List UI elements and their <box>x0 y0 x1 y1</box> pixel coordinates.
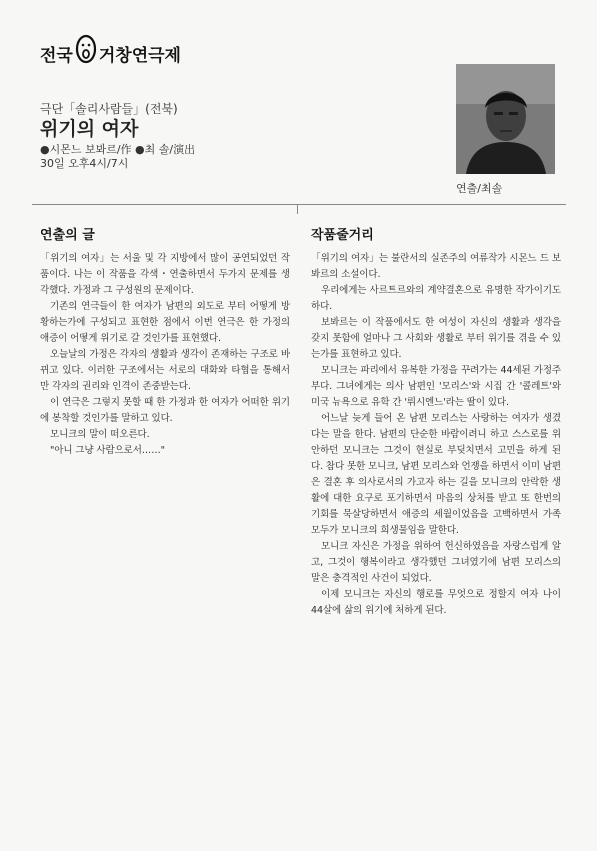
director-note-title: 연출의 글 <box>40 228 95 243</box>
synopsis-paragraph: 모니크 자신은 가정을 위하여 헌신하였음을 자랑스럽게 알고, 그것이 행복이라고 생각했던 그녀였기에 남편 모리스의 말은 충격적인 사건이 되었다. <box>311 541 561 584</box>
director-photo <box>456 64 555 174</box>
troupe-name: 극단「솔리사람들」(전북) <box>40 102 178 116</box>
director-note-paragraph: 기존의 연극들이 한 여자가 남편의 외도로 부터 어떻게 방황하는가에 구성되고 표현한 점에서 이번 연극은 한 가정의 애증이 어떻게 위기로 갈 것인가를 표현했다. <box>40 301 290 344</box>
director-note-paragraph: 「위기의 여자」는 서울 및 각 지방에서 많이 공연되었던 작품이다. 나는 이 작품을 각색・연출하면서 두가지 문제를 생각했다. 가정과 그 구성원의 문제이다. <box>40 253 290 296</box>
director-note-paragraph: "아니 그냥 사람으로서……" <box>50 445 165 456</box>
mask-face-icon <box>75 34 97 64</box>
photo-caption: 연출/최솔 <box>456 182 503 195</box>
director-note-paragraph: 이 연극은 그렇지 못할 때 한 가정과 한 여자가 어떠한 위기에 봉착할 것인가를 말하고 있다. <box>40 397 290 424</box>
synopsis-section <box>311 224 561 619</box>
synopsis-title: 작품줄거리 <box>311 228 374 243</box>
synopsis-paragraph: 모니크는 파리에서 유복한 가정을 꾸려가는 44세된 가정주부다. 그녀에게는 의사 남편인 '모리스'와 시집 간 '콜레트'와 미국 뉴욕으로 유학 간 '뤼시엔느'라는 딸이 있다. <box>311 365 561 408</box>
play-credits: ●시몬느 보봐르/作 ●최 솔/演出 <box>40 143 196 156</box>
director-note-section <box>40 224 290 459</box>
festival-logo-text-right: 거창연극제 <box>98 45 181 66</box>
synopsis-paragraph: 보봐르는 이 작품에서도 한 여성이 자신의 생활과 생각을 갖지 못함에 얼마나 그 사회와 생활로 부터 위기를 겪을 수 있는가를 표현하고 있다. <box>311 317 561 360</box>
play-title: 위기의 여자 <box>40 118 139 140</box>
column-divider <box>297 204 298 214</box>
synopsis-paragraph: 우리에게는 사르트르와의 계약결혼으로 유명한 작가이기도 하다. <box>311 285 561 312</box>
synopsis-paragraph: 이제 모니크는 자신의 행로를 무엇으로 정할지 여자 나이 44살에 삶의 위기에 처하게 된다. <box>311 589 561 616</box>
synopsis-paragraph: 「위기의 여자」는 불란서의 실존주의 여류작가 시몬느 드 보봐르의 소설이다. <box>311 253 561 280</box>
director-note-paragraph: 오늘날의 가정은 각자의 생활과 생각이 존재하는 구조로 바뀌고 있다. 이러한 구조에서는 서로의 대화와 타협을 통해서만 각자의 권리와 인격이 존중받는다. <box>40 349 290 392</box>
synopsis-paragraph: 어느날 늦게 들어 온 남편 모리스는 사랑하는 여자가 생겼다는 말을 한다. 남편의 단순한 바람이려니 하고 스스로를 위안하던 모니크는 그것이 현실로 부딪치면서 고민을 하게 된다. 참다 못한 모니크, 남편 모리스와 언쟁을 하면서 이미 남편은 결혼 후 의사로서의 가고자 하는 길을 모니크의 안락한 생활에 대한 요구로 포기하면서 마음의 상처를 받고 또 한번의 기회를 묵살당하면서 애증의 세월이었음을 고백하면서 가족 모두가 모니크의 희생물임을 말한다. <box>311 413 561 536</box>
director-note-paragraph: 모니크의 말이 떠오른다. <box>50 429 150 440</box>
festival-logo-text-left: 전국 <box>40 45 73 66</box>
play-header <box>40 102 360 171</box>
performance-schedule: 30일 오후4시/7시 <box>40 157 129 170</box>
festival-logo <box>40 38 181 68</box>
portrait-image <box>456 64 555 174</box>
divider-line <box>32 204 566 205</box>
